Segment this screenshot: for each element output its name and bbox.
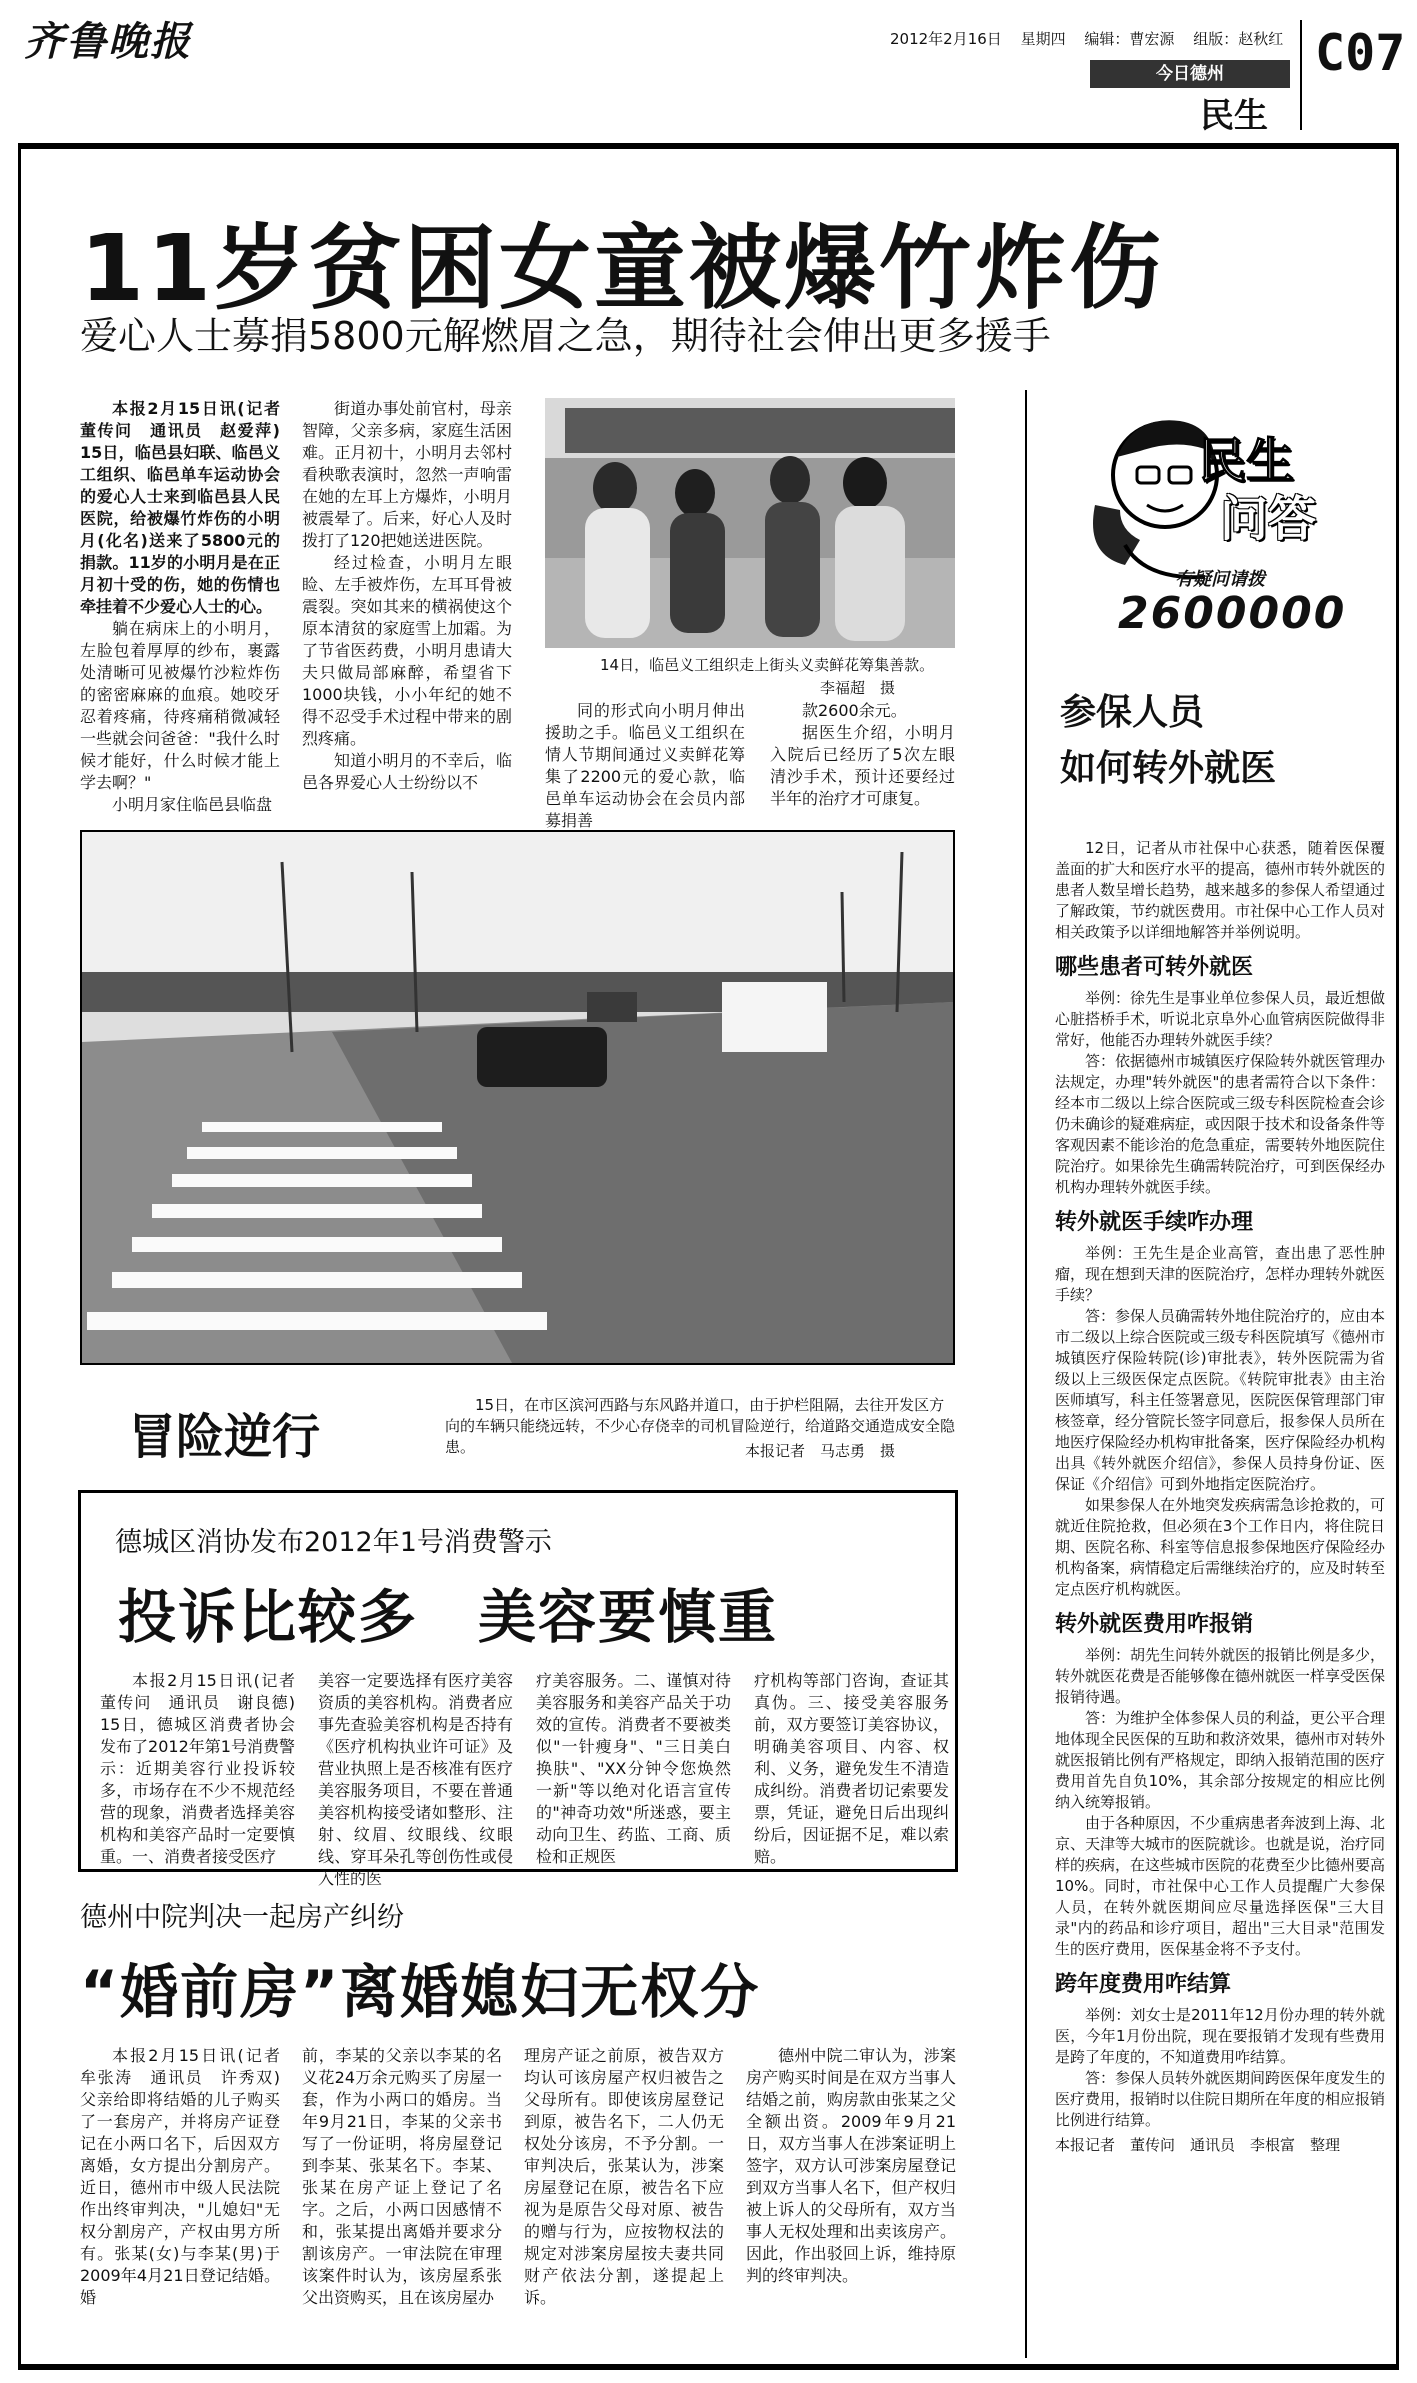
- qa-title-line1: 参保人员: [1060, 692, 1205, 733]
- consumer-col-4: 疗机构等部门咨询，查证其真伪。三、接受美容服务前，双方要签订美容协议，明确美容项目、内容、权利、义务，避免发生不清造成纠纷。消费者切记索要发票，凭证，避免日后出现纠纷后，因证据不足，难以索赔。: [754, 1671, 949, 1866]
- section-name: 民生: [1200, 96, 1268, 136]
- main-col-1: [80, 398, 297, 828]
- consumer-col-1: 本报2月15日讯(记者 董传问 通讯员 谢良德) 15日，德城区消费者协会发布了2012年第1号消费警示：近期美容行业投诉较多，市场存在不少不规范经营的现象，消费者选择美容机构和美容产品时一定要慎重。一、消费者接受医疗: [100, 1671, 312, 1866]
- main-col-4-para: 据医生介绍，小明月入院后已经历了5次左眼清沙手术，预计还要经过半年的治疗才可康复。: [770, 723, 955, 808]
- main-col-3-para: 同的形式向小明月伸出援助之手。临邑义工组织在情人节期间通过义卖鲜花筹集了2200元的爱心款，临邑单车运动协会在会员内部募捐善: [545, 701, 745, 830]
- road-photo-art: [82, 832, 953, 1363]
- qa-title: [1060, 685, 1276, 797]
- qa-byline: 本报记者 董传问 通讯员 李根富 整理: [1055, 2136, 1341, 2154]
- qa-section-para: 举例：刘女士是2011年12月份办理的转外就医，今年1月份出院，现在要报销才发现有些费用是跨了年度的，不知道费用咋结算。: [1055, 2006, 1385, 2066]
- masthead: 齐鲁晚报: [24, 18, 192, 65]
- qa-section-para: 举例：徐先生是事业单位参保人员，最近想做心脏搭桥手术，听说北京阜外心血管病医院做得非常好，他能否办理转外就医手续？: [1055, 989, 1385, 1049]
- qa-section-heading: 转外就医费用咋报销: [1055, 1612, 1254, 1637]
- main-col-2: [302, 398, 512, 828]
- issue-date: 2012年2月16日: [890, 30, 1002, 48]
- qa-logo: [1070, 400, 1370, 645]
- qa-section-para: 如果参保人在外地突发疾病需急诊抢救的，可就近住院抢救，但必须在3个工作日内，将住院日期、医院名称、科室等信息报参保地医疗保险经办机构备案，病情稳定后需继续治疗的，应及时转至定点医疗机构就医。: [1055, 1496, 1385, 1598]
- issue-weekday: 星期四: [1020, 30, 1066, 48]
- qa-logo-line1: 民生: [1198, 433, 1295, 489]
- qa-section-para: 答：为维护全体参保人员的利益，更公平合理地体现全民医保的互助和救济效果，德州市对转外就医报销比例有严格规定，即纳入报销范围的医疗费用首先自负10%，其余部分按规定的相应比例纳入统筹报销。: [1055, 1709, 1385, 1811]
- qa-logo-line2: 问答: [1220, 491, 1317, 547]
- main-col-1-para: 躺在病床上的小明月，左脸包着厚厚的纱布，裹露处清晰可见被爆竹沙粒炸伤的密密麻麻的血痕。她咬牙忍着疼痛，待疼痛稍微减轻一些就会问爸爸："我什么时候才能好，什么时候才能上学去啊？": [80, 619, 280, 792]
- court-col-3: 理房产证之前原，被告双方均认可该房屋产权归被告之父母所有。即使该房屋登记到原，被告名下，二人仍无权处分该房，不予分割。一审判决后，张某认为，涉案房屋登记在原，被告名下应视为是原告父母对原、被告的赠与行为，应按物权法的规定对涉案房屋按夫妻共同财产依法分割，遂提起上诉。: [524, 2046, 724, 2307]
- qa-title-line2: 如何转外就医: [1060, 748, 1277, 789]
- dateline: [890, 28, 1297, 49]
- consumer-col-3: 疗美容服务。二、谨慎对待美容服务和美容产品关于功效的宣传。消费者不要被类似"一针瘦身"、"三日美白换肤"、"XX分钟令您焕然一新"等以绝对化语言宣传的"神奇功效"所迷惑，要主动向卫生、药监、工商、质检和正规医: [536, 1671, 731, 1866]
- consumer-headline: 投诉比较多 美容要慎重: [118, 1583, 779, 1651]
- consumer-kicker: 德城区消协发布2012年1号消费警示: [115, 1527, 552, 1558]
- main-col-1-para: 小明月家住临邑县临盘: [112, 795, 273, 814]
- road-photo: [80, 830, 955, 1365]
- main-col-2-para: 街道办事处前官村，母亲智障，父亲多病，家庭生活困难。正月初十，小明月去邻村看秧歌表演时，忽然一声响雷在她的左耳上方爆炸，小明月被震晕了。后来，好心人及时拨打了120把她送进医院。: [302, 399, 512, 550]
- qa-section-para: 由于各种原因，不少重病患者奔波到上海、北京、天津等大城市的医院就诊。也就是说，治疗同样的疾病，在这些城市医院的花费至少比德州要高10%。同时，市社保中心工作人员提醒广大参保人员，在转外就医期间应尽量选择医保"三大目录"内的药品和诊疗项目，超出"三大目录"范围发生的医疗费用，医保基金将不予支付。: [1055, 1814, 1385, 1958]
- qa-section-para: 举例：王先生是企业高管，查出患了恶性肿瘤，现在想到天津的医院治疗，怎样办理转外就医手续？: [1055, 1244, 1385, 1304]
- header-divider: [1300, 20, 1302, 130]
- bottom-rule: [18, 2364, 1399, 2370]
- qa-section-para: 举例：胡先生问转外就医的报销比例是多少，转外就医花费是否能够像在德州就医一样享受医保报销待遇。: [1055, 1646, 1385, 1706]
- court-kicker: 德州中院判决一起房产纠纷: [80, 1902, 404, 1933]
- qa-section-para: 答：参保人员转外就医期间跨医保年度发生的医疗费用，报销时以住院日期所在年度的相应报销比例进行结算。: [1055, 2069, 1385, 2129]
- main-subhead: 爱心人士募捐5800元解燃眉之急，期待社会伸出更多援手: [80, 314, 1051, 358]
- main-col-2-para: 经过检查，小明月左眼睑、左手被炸伤，左耳耳骨被震裂。突如其来的横祸使这个原本清贫的家庭雪上加霜。为了节省医药费，小明月患请大夫只做局部麻醉，希望省下1000块钱，小小年纪的她不得不忍受手术过程中带来的剧烈疼痛。: [302, 553, 512, 748]
- court-col-4: 德州中院二审认为，涉案房产购买时间是在双方当事人结婚之前，购房款由张某之父全额出资。2009年9月21日，双方当事人在涉案证明上签字，双方认可涉案房屋登记到双方当事人名下，但产权归被上诉人的父母所有，双方当事人无权处理和出卖该房产。因此，作出驳回上诉，维持原判的终审判决。: [746, 2046, 956, 2285]
- consumer-col-2: 美容一定要选择有医疗美容资质的美容机构。消费者应事先查验美容机构是否持有《医疗机构执业许可证》及营业执照上是否核准有医疗美容服务项目，不要在普通美容机构接受诸如整形、注射、纹眉、纹眼线、纹眼线、穿耳朵孔等创伤性或侵入性的医: [318, 1671, 513, 1888]
- qa-section-heading: 跨年度费用咋结算: [1055, 1972, 1232, 1997]
- qa-hotline-number: 2600000: [1118, 588, 1347, 639]
- page-number: C07: [1315, 24, 1406, 82]
- qa-body: [1055, 838, 1385, 2358]
- main-col-4-para: 款2600余元。: [802, 701, 907, 720]
- court-headline: “婚前房”离婚媳妇无权分: [80, 1958, 761, 2026]
- main-col-2-para: 知道小明月的不幸后，临邑各界爱心人士纷纷以不: [302, 751, 512, 792]
- qa-hotline-label: 有疑问请拨: [1175, 569, 1265, 590]
- column-divider: [1025, 390, 1027, 2358]
- layout-credit: 组版：赵秋红: [1193, 30, 1284, 48]
- qa-section-para: 答：依据德州市城镇医疗保险转外就医管理办法规定，办理"转外就医"的患者需符合以下条件：经本市二级以上综合医院或三级专科医院检查会诊仍未确诊的疑难病症，或因限于技术和设备条件等客观因素不能诊治的危急重症，需要转外地医院住院治疗。如果徐先生确需转院治疗，可到医保经办机构办理转外就医手续。: [1055, 1052, 1385, 1196]
- volunteer-photo-credit: 李福超 摄: [820, 679, 896, 697]
- road-photo-credit: 本报记者 马志勇 摄: [745, 1442, 896, 1460]
- main-col-3: [545, 700, 745, 830]
- qa-section-para: 答：参保人员确需转外地住院治疗的，应由本市二级以上综合医院或三级专科医院填写《德州市城镇医疗保险转院(诊)审批表》，转外医院需为省级以上三级医保定点医院。《转院审批表》由主治医师填写，科主任签署意见，医院医保管理部门审核签章，经分管院长签字同意后，报参保人员所在地医疗保险经办机构审批备案，医疗保险经办机构出具《转外就医介绍信》，参保人员持身份证、医保证《介绍信》可到外地指定医院治疗。: [1055, 1307, 1385, 1493]
- qa-section-heading: 转外就医手续咋办理: [1055, 1210, 1254, 1235]
- court-col-1: 本报2月15日讯(记者 牟张涛 通讯员 许秀双) 父亲给即将结婚的儿子购买了一套房产，并将房产证登记在小两口名下，后因双方离婚，女方提出分割房产。近日，德州市中级人民法院作出终审判决，"儿媳妇"无权分割房产，产权由男方所有。张某(女)与李某(男)于2009年4月21日登记结婚。婚: [80, 2046, 297, 2307]
- volunteer-photo-caption: 14日，临邑义工组织走上街头义卖鲜花筹集善款。: [600, 656, 935, 674]
- section-tag: 今日德州: [1090, 60, 1290, 88]
- main-col-1-para: 本报2月15日讯(记者 董传问 通讯员 赵爱萍) 15日，临邑县妇联、临邑义工组织、临邑单车运动协会的爱心人士来到临邑县人民医院，给被爆竹炸伤的小明月(化名)送来了5800元的捐款。11岁的小明月是在正月初十受的伤，她的伤情也牵挂着不少爱心人士的心。: [80, 399, 297, 616]
- road-photo-caption: 15日，在市区滨河西路与东风路并道口，由于护栏阻隔，去往开发区方向的车辆只能绕远转，不少心存侥幸的司机冒险逆行，给道路交通造成安全隐患。: [445, 1396, 956, 1456]
- qa-intro: 12日，记者从市社保中心获悉，随着医保覆盖面的扩大和医疗水平的提高，德州市转外就医的患者人数呈增长趋势，越来越多的参保人希望通过了解政策，节约就医费用。市社保中心工作人员对相关政策予以详细地解答并举例说明。: [1055, 839, 1385, 941]
- volunteer-photo-art: [545, 398, 955, 648]
- qa-section-heading: 哪些患者可转外就医: [1055, 955, 1254, 980]
- main-col-4: [770, 700, 955, 830]
- editor-credit: 编辑：曹宏源: [1084, 30, 1175, 48]
- volunteer-photo: [545, 398, 955, 648]
- main-headline: 11岁贫困女童被爆竹炸伤: [80, 215, 1165, 322]
- road-photo-title: 冒险逆行: [128, 1409, 321, 1465]
- court-col-2: 前，李某的父亲以李某的名义花24万余元购买了房屋一套，作为小两口的婚房。当年9月21日，李某的父亲书写了一份证明，将房屋登记到李某、张某名下。李某、张某在房产证上登记了名字。之后，小两口因感情不和，张某提出离婚并要求分割该房产。一审法院在审理该案件时认为，该房屋系张父出资购买，且在该房屋办: [302, 2046, 502, 2307]
